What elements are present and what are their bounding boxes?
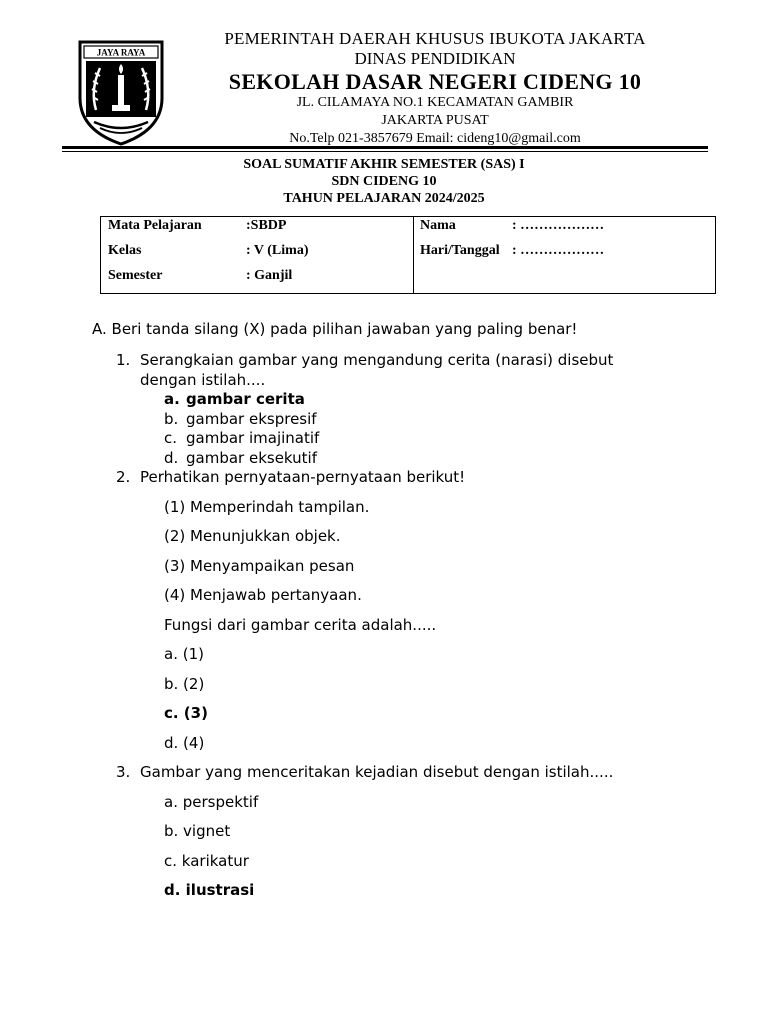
class-value: : V (Lima) [246, 243, 309, 258]
q2-statement-4: (4) Menjawab pertanyaan. [164, 586, 362, 604]
letterhead-divider-thick [62, 146, 708, 149]
option-text: gambar ekspresif [186, 409, 317, 428]
letterhead-divider-thin [62, 151, 708, 152]
q2-option-b[interactable]: b. (2) [164, 674, 205, 693]
letterhead-school-name: SEKOLAH DASAR NEGERI CIDENG 10 [228, 69, 642, 94]
question-text: Serangkaian gambar yang mengandung cerita (narasi) disebut dengan istilah.... [140, 351, 614, 389]
date-label: Hari/Tanggal [420, 243, 500, 258]
question-number: 1. [116, 351, 131, 369]
q3-option-c[interactable]: c. karikatur [164, 851, 249, 870]
question-text: Perhatikan pernyataan-pernyataan berikut! [140, 468, 466, 486]
option-text: gambar imajinatif [186, 429, 320, 447]
q3-option-d[interactable]: d. ilustrasi [164, 881, 255, 899]
identity-box-divider [413, 217, 414, 293]
q2-option-c[interactable]: c. (3) [164, 704, 208, 722]
q2-statement-2: (2) Menunjukkan objek. [164, 527, 341, 545]
letterhead-department: DINAS PENDIDIKAN [354, 49, 516, 68]
question-number: 3. [116, 763, 131, 781]
q1-option-b[interactable] [164, 410, 317, 428]
letterhead [0, 0, 768, 150]
exam-title-line1: SOAL SUMATIF AKHIR SEMESTER (SAS) I [243, 157, 525, 172]
option-letter: d. [164, 448, 179, 467]
letterhead-government: PEMERINTAH DAERAH KHUSUS IBUKOTA JAKARTA [224, 29, 646, 48]
option-letter: a. [164, 390, 180, 408]
semester-value: : Ganjil [246, 268, 293, 283]
letterhead-city: JAKARTA PUSAT [381, 113, 489, 128]
question-text: Gambar yang menceritakan kejadian disebut dengan istilah..... [140, 763, 614, 781]
date-field[interactable]: : ……………… [512, 243, 605, 258]
jaya-raya-logo [76, 38, 166, 148]
q1-option-c[interactable] [164, 429, 319, 447]
q3-option-a[interactable]: a. perspektif [164, 792, 259, 811]
class-label: Kelas [108, 243, 142, 258]
name-label: Nama [420, 218, 456, 233]
option-letter: b. [164, 409, 179, 428]
subject-label: Mata Pelajaran [108, 218, 202, 233]
letterhead-address: JL. CILAMAYA NO.1 KECAMATAN GAMBIR [296, 95, 574, 110]
logo-text: JAYA RAYA [96, 47, 146, 58]
option-letter: c. [164, 429, 178, 447]
q3-option-b[interactable]: b. vignet [164, 822, 231, 840]
semester-label: Semester [108, 268, 163, 283]
q2-statement-3: (3) Menyampaikan pesan [164, 556, 355, 575]
exam-title-line2: SDN CIDENG 10 [331, 174, 437, 189]
letterhead-contact: No.Telp 021-3857679 Email: cideng10@gmail.com [289, 131, 581, 146]
q2-statement-1: (1) Memperindah tampilan. [164, 497, 370, 516]
q1-option-d[interactable] [164, 449, 317, 467]
q2-option-d[interactable]: d. (4) [164, 733, 205, 752]
q1-option-a[interactable] [164, 390, 305, 408]
letterhead-text [180, 28, 690, 148]
section-instruction: A. Beri tanda silang (X) pada pilihan jawaban yang paling benar! [92, 320, 578, 338]
exam-title [0, 156, 768, 207]
option-text: gambar eksekutif [186, 448, 317, 467]
q2-question: Fungsi dari gambar cerita adalah..... [164, 615, 437, 634]
question-number: 2. [116, 468, 131, 486]
name-field[interactable]: : ……………… [512, 218, 605, 233]
subject-value: :SBDP [246, 218, 287, 233]
identity-box [100, 216, 716, 294]
exam-title-line3: TAHUN PELAJARAN 2024/2025 [283, 191, 485, 206]
q2-option-a[interactable]: a. (1) [164, 645, 204, 663]
option-text: gambar cerita [186, 390, 305, 408]
